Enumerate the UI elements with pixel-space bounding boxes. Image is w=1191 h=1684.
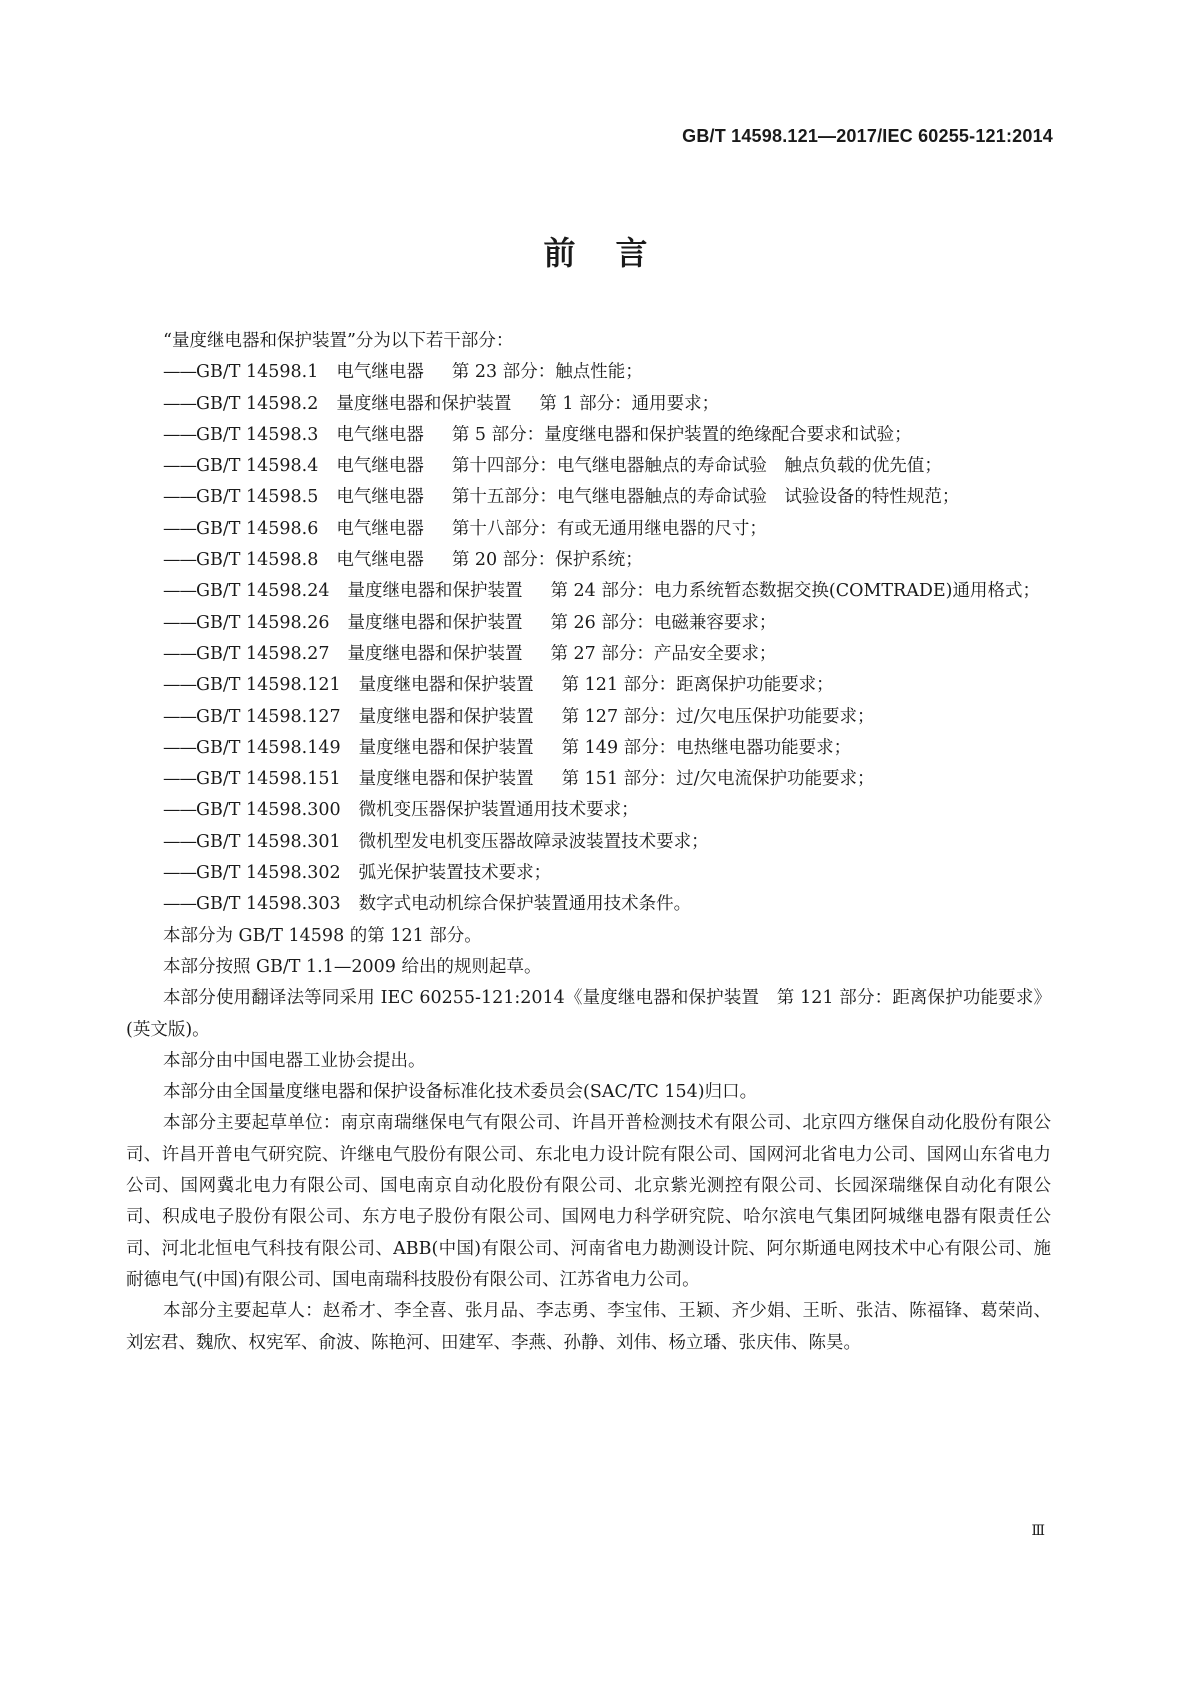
paragraph-drafting-rules: 本部分按照 GB/T 1.1—2009 给出的规则起草。 xyxy=(163,956,542,977)
part-series: 电气继电器 xyxy=(336,487,424,508)
list-item xyxy=(126,764,1051,795)
list-dash: —— xyxy=(163,362,196,383)
part-title: 第 149 部分：电热继电器功能要求； xyxy=(561,737,852,758)
part-code: GB/T 14598.26 xyxy=(196,612,330,633)
list-dash: —— xyxy=(163,643,196,664)
list-dash: —— xyxy=(163,581,196,602)
list-dash: —— xyxy=(163,831,196,852)
part-code: GB/T 14598.2 xyxy=(196,393,319,414)
parts-list xyxy=(126,357,1051,920)
part-title: 第 27 部分：产品安全要求； xyxy=(550,643,777,664)
part-series: 电气继电器 xyxy=(336,550,424,571)
list-item xyxy=(126,482,1051,513)
part-series: 微机型发电机变压器故障录波装置技术要求； xyxy=(358,831,709,852)
list-item xyxy=(126,576,1051,607)
list-item xyxy=(126,639,1051,670)
document-body xyxy=(126,326,1051,1359)
part-code: GB/T 14598.302 xyxy=(196,863,341,884)
part-code: GB/T 14598.27 xyxy=(196,643,330,664)
part-title: 第 23 部分：触点性能； xyxy=(451,362,643,383)
part-series: 微机变压器保护装置通用技术要求； xyxy=(358,800,639,821)
part-series: 电气继电器 xyxy=(336,362,424,383)
part-series: 量度继电器和保护装置 xyxy=(358,706,534,727)
part-title: 第 24 部分：电力系统暂态数据交换(COMTRADE)通用格式； xyxy=(550,581,1040,602)
paragraph-committee: 本部分由全国量度继电器和保护设备标准化技术委员会(SAC/TC 154)归口。 xyxy=(163,1082,758,1103)
part-code: GB/T 14598.6 xyxy=(196,518,319,539)
part-series: 量度继电器和保护装置 xyxy=(358,675,534,696)
part-series: 量度继电器和保护装置 xyxy=(358,769,534,790)
list-item xyxy=(126,545,1051,576)
part-code: GB/T 14598.8 xyxy=(196,550,319,571)
part-code: GB/T 14598.4 xyxy=(196,456,319,477)
list-dash: —— xyxy=(163,675,196,696)
standard-number: GB/T 14598.121—2017/IEC 60255-121:2014 xyxy=(682,126,1053,146)
part-code: GB/T 14598.149 xyxy=(196,737,341,758)
part-title: 第十四部分：电气继电器触点的寿命试验 触点负载的优先值； xyxy=(451,456,942,477)
list-dash: —— xyxy=(163,863,196,884)
list-dash: —— xyxy=(163,894,196,915)
part-title: 第 5 部分：量度继电器和保护装置的绝缘配合要求和试验； xyxy=(451,424,912,445)
part-series: 弧光保护装置技术要求； xyxy=(358,863,552,884)
part-series: 电气继电器 xyxy=(336,424,424,445)
part-code: GB/T 14598.5 xyxy=(196,487,319,508)
part-title: 第 26 部分：电磁兼容要求； xyxy=(550,612,777,633)
paragraph-drafters: 本部分主要起草人：赵希才、李全喜、张月品、李志勇、李宝伟、王颖、齐少娟、王昕、张洁、陈福锋、葛荣尚、刘宏君、魏欣、权宪军、俞波、陈艳河、田建军、李燕、孙静、刘伟、杨立璠、张庆伟、陈昊。 xyxy=(126,1301,1051,1353)
list-item xyxy=(126,670,1051,701)
part-series: 量度继电器和保护装置 xyxy=(347,581,523,602)
part-series: 量度继电器和保护装置 xyxy=(347,612,523,633)
part-title: 第 127 部分：过/欠电压保护功能要求； xyxy=(561,706,875,727)
part-code: GB/T 14598.300 xyxy=(196,800,341,821)
list-item xyxy=(126,420,1051,451)
part-title: 第 1 部分：通用要求； xyxy=(539,393,720,414)
list-dash: —— xyxy=(163,706,196,727)
part-title: 第十五部分：电气继电器触点的寿命试验 试验设备的特性规范； xyxy=(451,487,960,508)
part-code: GB/T 14598.24 xyxy=(196,581,330,602)
part-series: 量度继电器和保护装置 xyxy=(358,737,534,758)
list-item xyxy=(126,514,1051,545)
list-item xyxy=(126,733,1051,764)
list-item xyxy=(126,827,1051,858)
part-code: GB/T 14598.303 xyxy=(196,894,341,915)
part-series: 电气继电器 xyxy=(336,456,424,477)
part-series: 数字式电动机综合保护装置通用技术条件。 xyxy=(358,894,692,915)
list-item xyxy=(126,357,1051,388)
part-title: 第 121 部分：距离保护功能要求； xyxy=(561,675,834,696)
part-code: GB/T 14598.3 xyxy=(196,424,319,445)
part-title: 第 20 部分：保护系统； xyxy=(451,550,643,571)
list-item xyxy=(126,795,1051,826)
list-dash: —— xyxy=(163,518,196,539)
part-title: 第 151 部分：过/欠电流保护功能要求； xyxy=(561,769,875,790)
list-item xyxy=(126,451,1051,482)
part-series: 电气继电器 xyxy=(336,518,424,539)
list-dash: —— xyxy=(163,800,196,821)
list-dash: —— xyxy=(163,769,196,790)
list-dash: —— xyxy=(163,550,196,571)
part-series: 量度继电器和保护装置 xyxy=(347,643,523,664)
paragraph-proposer: 本部分由中国电器工业协会提出。 xyxy=(163,1050,426,1071)
list-item xyxy=(126,702,1051,733)
part-code: GB/T 14598.301 xyxy=(196,831,341,852)
part-series: 量度继电器和保护装置 xyxy=(336,393,512,414)
part-code: GB/T 14598.121 xyxy=(196,675,341,696)
page-number: Ⅲ xyxy=(1031,1523,1045,1539)
intro-paragraph: “量度继电器和保护装置”分为以下若干部分： xyxy=(163,331,514,351)
list-dash: —— xyxy=(163,612,196,633)
list-dash: —— xyxy=(163,487,196,508)
part-code: GB/T 14598.151 xyxy=(196,769,341,790)
part-code: GB/T 14598.127 xyxy=(196,706,341,727)
paragraph-part-number: 本部分为 GB/T 14598 的第 121 部分。 xyxy=(163,925,482,946)
list-dash: —— xyxy=(163,424,196,445)
list-dash: —— xyxy=(163,737,196,758)
list-item xyxy=(126,389,1051,420)
list-item xyxy=(126,858,1051,889)
part-code: GB/T 14598.1 xyxy=(196,362,319,383)
list-item xyxy=(126,889,1051,920)
list-dash: —— xyxy=(163,456,196,477)
list-dash: —— xyxy=(163,393,196,414)
list-item xyxy=(126,608,1051,639)
page-title: 前言 xyxy=(543,234,688,272)
paragraph-drafting-units: 本部分主要起草单位：南京南瑞继保电气有限公司、许昌开普检测技术有限公司、北京四方继保自动化股份有限公司、许昌开普电气研究院、许继电气股份有限公司、东北电力设计院有限公司、国网河北省电力公司、国网山东省电力公司、国网冀北电力有限公司、国电南京自动化股份有限公司、北京紫光测控有限公司、长园深瑞继保自动化有限公司、积成电子股份有限公司、东方电子股份有限公司、国网电力科学研究院、哈尔滨电气集团阿城继电器有限责任公司、河北北恒电气科技有限公司、ABB(中国)有限公司、河南省电力勘测设计院、阿尔斯通电网技术中心有限公司、施耐德电气(中国)有限公司、国电南瑞科技股份有限公司、江苏省电力公司。 xyxy=(126,1113,1051,1290)
paragraph-adoption: 本部分使用翻译法等同采用 IEC 60255-121:2014《量度继电器和保护装置 第 121 部分：距离保护功能要求》(英文版)。 xyxy=(126,988,1051,1040)
part-title: 第十八部分：有或无通用继电器的尺寸； xyxy=(451,518,767,539)
